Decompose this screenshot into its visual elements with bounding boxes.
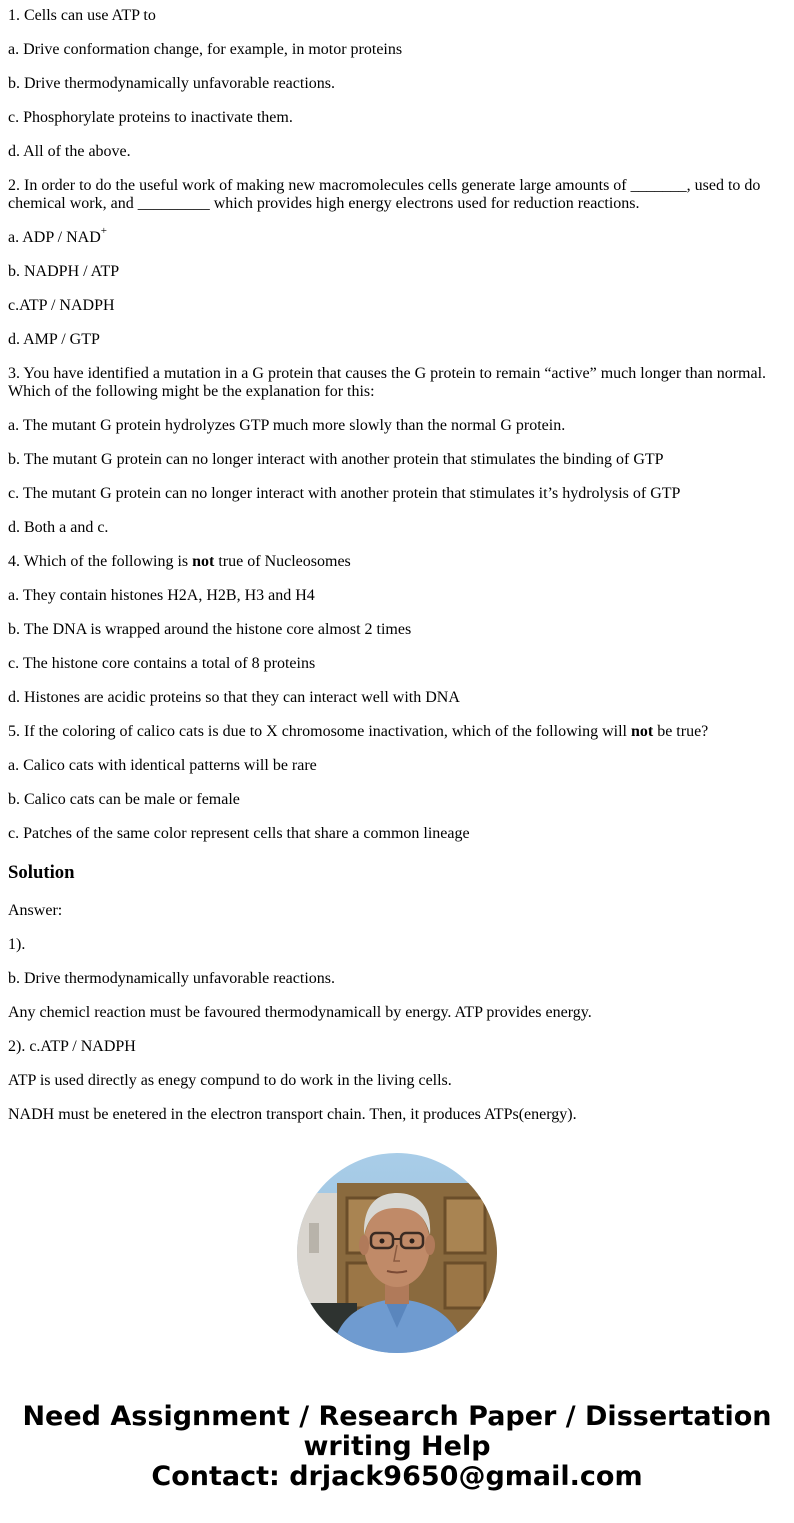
question-4-stem xyxy=(8,553,786,571)
solution-line: ATP is used directly as enegy compund to do work in the living cells. xyxy=(8,1072,452,1089)
question-4-stem-start: 4. Which of the following is xyxy=(8,553,193,570)
solution-line: b. Drive thermodynamically unfavorable reactions. xyxy=(8,970,335,987)
question-5-option-a: a. Calico cats with identical patterns will be rare xyxy=(8,757,317,774)
question-5-stem-start: 5. If the coloring of calico cats is due to X chromosome inactivation, which of the following will xyxy=(8,723,631,740)
question-2-option-a-text: a. ADP / NAD xyxy=(8,229,101,246)
question-2-option-b: b. NADPH / ATP xyxy=(8,263,120,280)
promo-footer xyxy=(0,1402,794,1492)
question-4-stem-emphasis: not xyxy=(192,553,215,570)
question-3-option-a: a. The mutant G protein hydrolyzes GTP much more slowly than the normal G protein. xyxy=(8,417,566,434)
question-2-option-a-superscript: + xyxy=(100,224,107,237)
question-3-stem: 3. You have identified a mutation in a G protein that causes the G protein to remain “active” much longer than normal. Which of the following might be the explanation for this: xyxy=(8,365,767,400)
solution-heading: Solution xyxy=(8,862,75,883)
promo-line-help: Need Assignment / Research Paper / Dissertation writing Help xyxy=(22,1401,772,1462)
question-5-stem-end: be true? xyxy=(653,723,709,740)
solution-line: Any chemicl reaction must be favoured thermodynamicall by energy. ATP provides energy. xyxy=(8,1004,592,1021)
question-3-option-c: c. The mutant G protein can no longer interact with another protein that stimulates it’s hydrolysis of GTP xyxy=(8,485,681,502)
document-body xyxy=(8,0,786,1123)
question-1-option-d: d. All of the above. xyxy=(8,143,131,160)
solution-line: 1). xyxy=(8,936,26,953)
question-1-option-c: c. Phosphorylate proteins to inactivate them. xyxy=(8,109,293,126)
question-2-stem: 2. In order to do the useful work of making new macromolecules cells generate large amounts of _______, used to do chemical work, and _________ which provides high energy electrons used for reduction reactions. xyxy=(8,177,761,212)
question-4-option-a: a. They contain histones H2A, H2B, H3 and H4 xyxy=(8,587,315,604)
question-1-option-a: a. Drive conformation change, for example, in motor proteins xyxy=(8,41,403,58)
question-5-option-c: c. Patches of the same color represent cells that share a common lineage xyxy=(8,825,470,842)
question-4-option-b: b. The DNA is wrapped around the histone core almost 2 times xyxy=(8,621,412,638)
question-5-stem xyxy=(8,723,786,741)
question-2-option-a xyxy=(8,224,786,247)
question-3-option-b: b. The mutant G protein can no longer interact with another protein that stimulates the binding of GTP xyxy=(8,451,664,468)
promo-line-contact: Contact: drjack9650@gmail.com xyxy=(151,1461,643,1492)
question-4-option-d: d. Histones are acidic proteins so that they can interact well with DNA xyxy=(8,689,460,706)
solution-line: 2). c.ATP / NADPH xyxy=(8,1038,136,1055)
question-1-option-b: b. Drive thermodynamically unfavorable reactions. xyxy=(8,75,335,92)
question-1-stem: 1. Cells can use ATP to xyxy=(8,7,156,24)
author-portrait-image xyxy=(297,1153,497,1353)
solution-line: Answer: xyxy=(8,902,63,919)
question-4-option-c: c. The histone core contains a total of 8 proteins xyxy=(8,655,316,672)
question-5-stem-emphasis: not xyxy=(630,723,654,740)
question-2-option-c: c.ATP / NADPH xyxy=(8,297,115,314)
solution-line: NADH must be enetered in the electron transport chain. Then, it produces ATPs(energy). xyxy=(8,1106,577,1123)
author-avatar xyxy=(297,1153,497,1353)
question-2-option-d: d. AMP / GTP xyxy=(8,331,100,348)
question-3-option-d: d. Both a and c. xyxy=(8,519,109,536)
question-4-stem-end: true of Nucleosomes xyxy=(214,553,351,570)
question-5-option-b: b. Calico cats can be male or female xyxy=(8,791,240,808)
